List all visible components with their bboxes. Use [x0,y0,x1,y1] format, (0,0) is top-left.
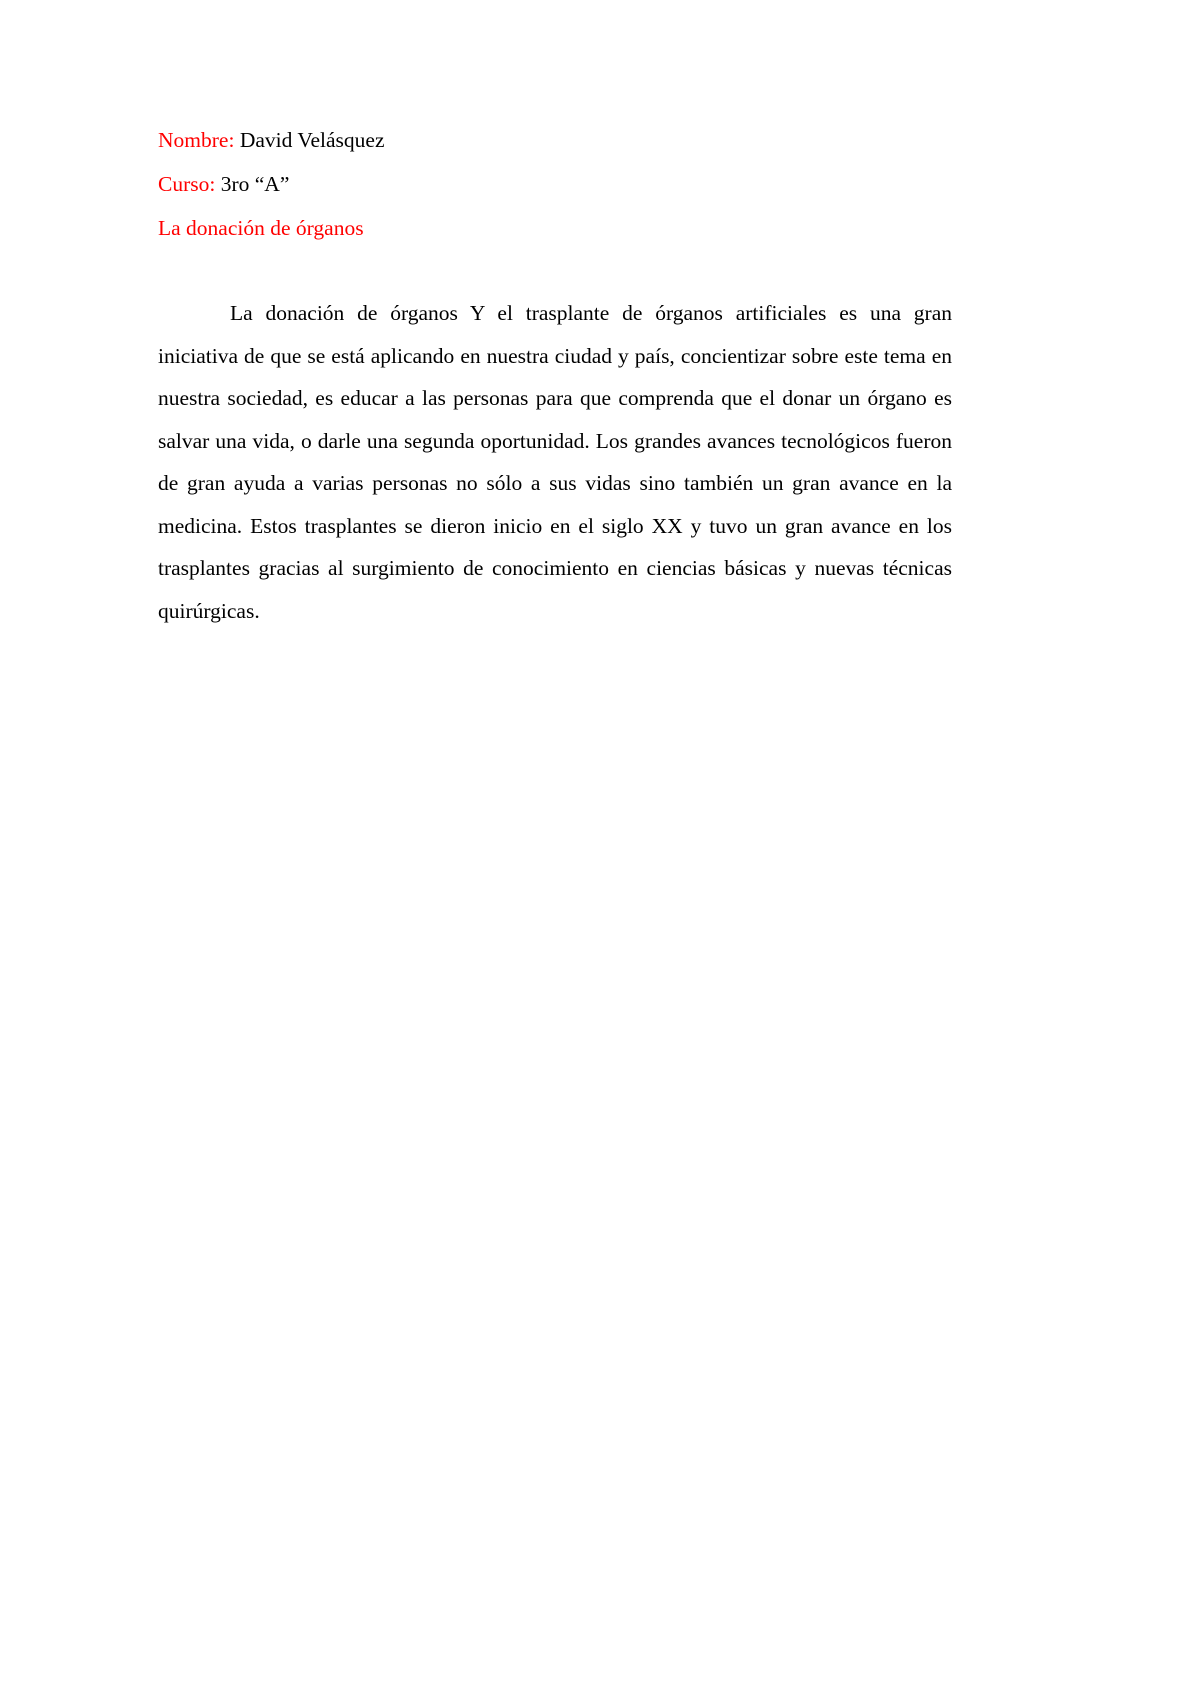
field-curso-label: Curso: [158,172,216,196]
body-paragraph: La donación de órganos Y el trasplante de órganos artificiales es una gran iniciativa de que se está aplicando en nuestra ciudad y país, concientizar sobre este tema en nuestra sociedad, es educar a las personas para que comprenda que el donar un órgano es salvar una vida, o darle una segunda oportunidad. Los grandes avances tecnológicos fueron de gran ayuda a varias personas no sólo a sus vidas sino también un gran avance en la medicina. Estos trasplantes se dieron inicio en el siglo XX y tuvo un gran avance en los trasplantes gracias al surgimiento de conocimiento en ciencias básicas y nuevas técnicas quirúrgicas. [158,301,952,623]
field-curso [158,162,958,206]
field-nombre-value: David Velásquez [239,128,385,152]
field-nombre [158,118,958,162]
field-nombre-label: Nombre: [158,128,235,152]
field-curso-value: 3ro “A” [220,172,290,196]
document-title: La donación de órganos [158,216,364,240]
document-content [158,118,958,654]
